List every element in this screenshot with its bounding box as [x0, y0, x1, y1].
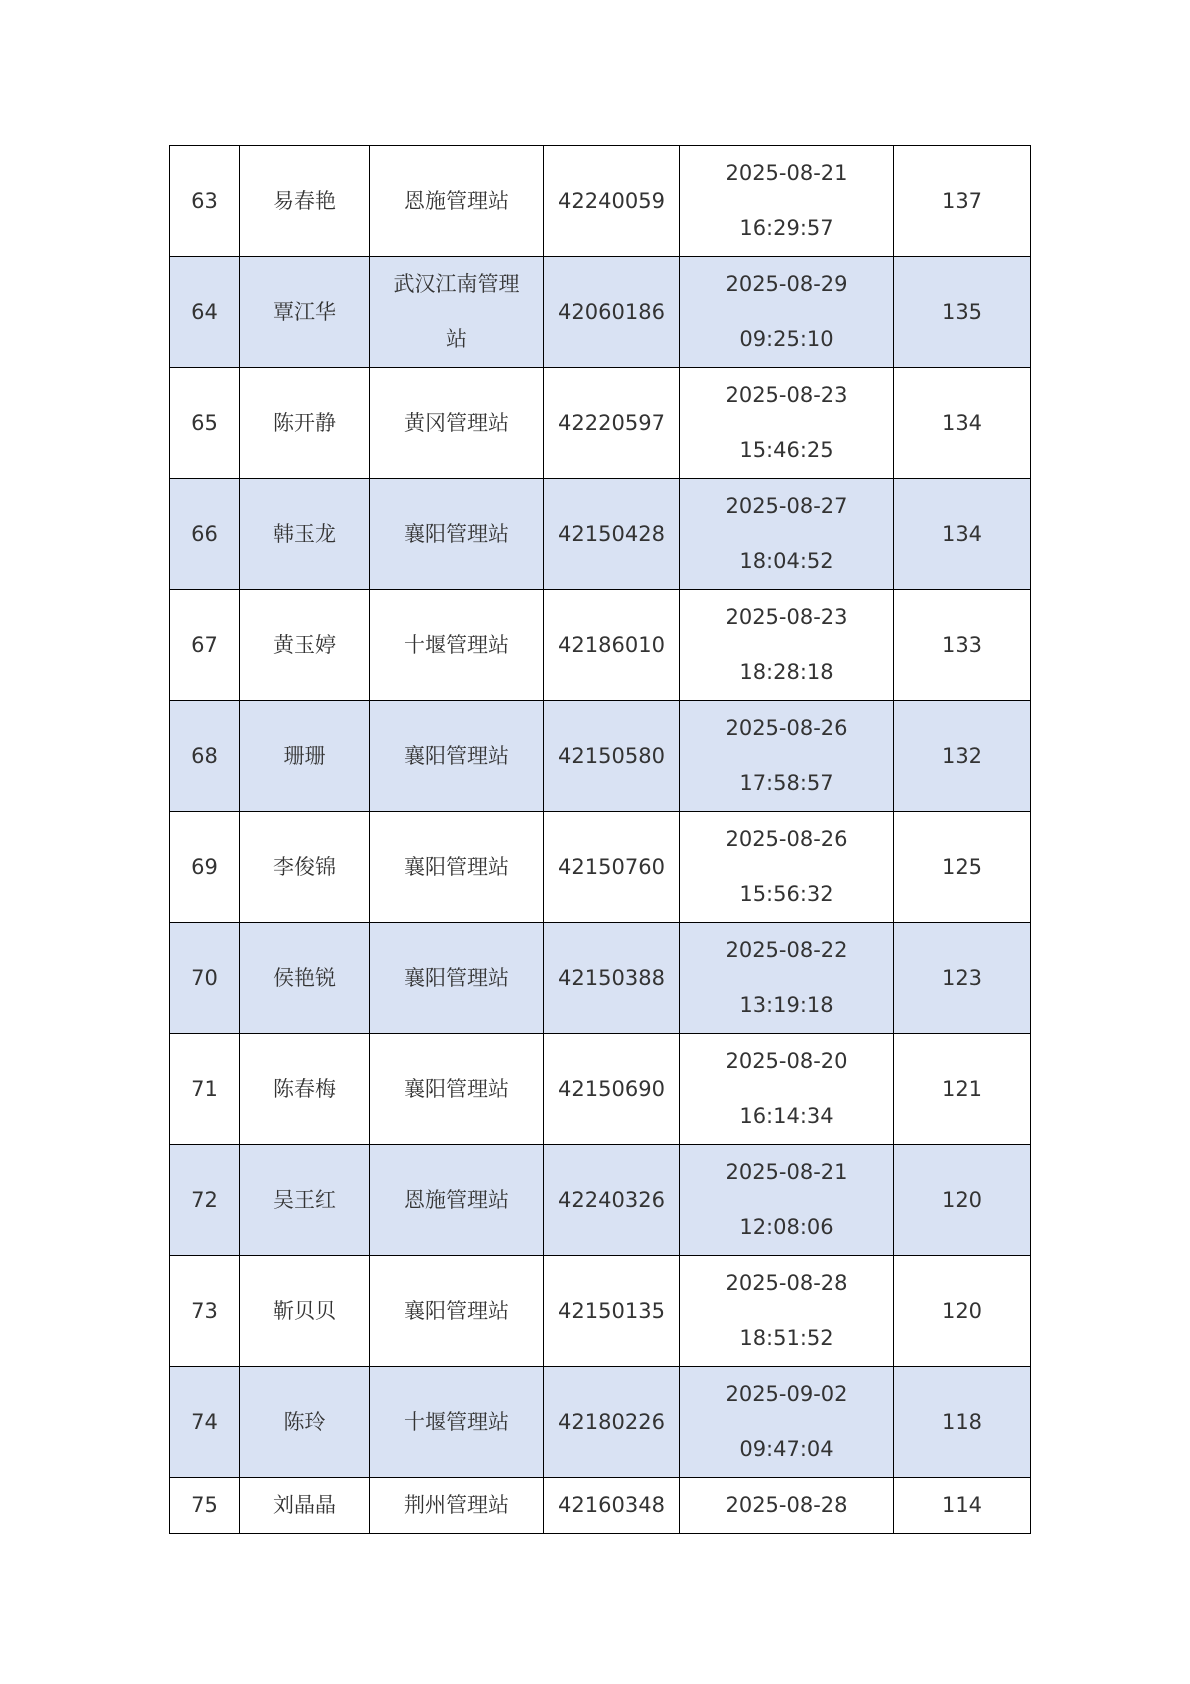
name-cell: [240, 1478, 370, 1534]
score-cell-text: 134: [941, 521, 983, 546]
name-cell: [240, 1367, 370, 1478]
id-cell-text: 42150135: [558, 1298, 665, 1323]
name-cell-text: 韩玉龙: [273, 521, 336, 546]
datetime-cell-text: 13:19:18: [739, 993, 834, 1017]
station-cell: [370, 590, 544, 701]
rank-cell-text: 69: [191, 854, 218, 879]
name-cell-text: 刘晶晶: [273, 1493, 336, 1517]
name-cell: [240, 479, 370, 590]
station-cell-text: 恩施管理站: [404, 1187, 509, 1212]
table-row: [170, 479, 1031, 590]
station-cell: [370, 479, 544, 590]
rank-cell: [170, 590, 240, 701]
table-row: [170, 1367, 1031, 1478]
name-cell-text: 陈春梅: [273, 1076, 336, 1101]
score-cell-text: 135: [941, 299, 983, 324]
datetime-cell-text: 18:04:52: [739, 549, 834, 573]
id-cell-text: 42150690: [558, 1076, 665, 1101]
id-cell-text: 42186010: [558, 632, 665, 657]
rank-cell: [170, 812, 240, 923]
datetime-cell-text: 2025-08-22: [725, 938, 848, 962]
datetime-cell-text: 2025-08-27: [725, 494, 848, 518]
datetime-cell: [680, 1145, 894, 1256]
datetime-cell-text: 17:58:57: [739, 771, 834, 795]
rank-cell-text: 72: [191, 1187, 218, 1212]
station-cell: [370, 812, 544, 923]
table-row: [170, 701, 1031, 812]
name-cell: [240, 812, 370, 923]
rank-cell: [170, 257, 240, 368]
name-cell: [240, 1256, 370, 1367]
score-cell: [894, 1478, 1031, 1534]
station-cell-text: 站: [446, 327, 467, 351]
id-cell: [544, 368, 680, 479]
id-cell: [544, 257, 680, 368]
id-cell: [544, 479, 680, 590]
score-cell-text: 125: [941, 854, 983, 879]
station-cell: [370, 701, 544, 812]
station-cell: [370, 923, 544, 1034]
station-cell-text: 襄阳管理站: [404, 1298, 509, 1323]
datetime-cell: [680, 1367, 894, 1478]
name-cell-text: 侯艳锐: [273, 965, 336, 990]
station-cell-text: 十堰管理站: [404, 1409, 509, 1434]
name-cell: [240, 701, 370, 812]
station-cell: [370, 368, 544, 479]
score-cell: [894, 1034, 1031, 1145]
name-cell: [240, 1145, 370, 1256]
datetime-cell-text: 18:28:18: [739, 660, 834, 684]
name-cell-text: 李俊锦: [273, 854, 336, 879]
rank-cell-text: 68: [191, 743, 218, 768]
table-row: [170, 257, 1031, 368]
datetime-cell: [680, 590, 894, 701]
station-cell: [370, 146, 544, 257]
rank-cell: [170, 479, 240, 590]
station-cell-text: 十堰管理站: [404, 632, 509, 657]
datetime-cell-text: 15:46:25: [739, 438, 834, 462]
station-cell-text: 襄阳管理站: [404, 1076, 509, 1101]
id-cell: [544, 1478, 680, 1534]
id-cell: [544, 923, 680, 1034]
rank-cell: [170, 1478, 240, 1534]
table-row: [170, 1478, 1031, 1534]
name-cell-text: 靳贝贝: [273, 1298, 336, 1323]
datetime-cell-text: 2025-08-21: [725, 1160, 848, 1184]
name-cell: [240, 257, 370, 368]
station-cell: [370, 1478, 544, 1534]
score-cell: [894, 368, 1031, 479]
station-cell-text: 恩施管理站: [404, 188, 509, 213]
id-cell-text: 42220597: [558, 410, 665, 435]
rank-cell-text: 63: [191, 188, 218, 213]
datetime-cell-text: 16:29:57: [739, 216, 834, 240]
datetime-cell-text: 2025-08-29: [725, 272, 848, 296]
datetime-cell: [680, 923, 894, 1034]
id-cell-text: 42180226: [558, 1409, 665, 1434]
datetime-cell: [680, 479, 894, 590]
name-cell-text: 黄玉婷: [273, 632, 336, 657]
rank-cell-text: 75: [191, 1493, 218, 1517]
datetime-cell-text: 16:14:34: [739, 1104, 834, 1128]
score-cell-text: 114: [941, 1493, 983, 1517]
name-cell-text: 易春艳: [273, 188, 336, 213]
score-cell: [894, 590, 1031, 701]
datetime-cell-text: 2025-09-02: [725, 1382, 848, 1406]
datetime-cell-text: 2025-08-20: [725, 1049, 848, 1073]
score-cell: [894, 923, 1031, 1034]
station-cell-text: 襄阳管理站: [404, 521, 509, 546]
rank-cell: [170, 1256, 240, 1367]
rank-cell: [170, 368, 240, 479]
score-cell-text: 118: [941, 1409, 983, 1434]
score-cell: [894, 479, 1031, 590]
ranking-table: [169, 145, 1031, 1534]
station-cell-text: 黄冈管理站: [404, 410, 509, 435]
name-cell-text: 陈开静: [273, 410, 336, 435]
id-cell-text: 42150760: [558, 854, 665, 879]
rank-cell-text: 71: [191, 1076, 218, 1101]
id-cell-text: 42240326: [558, 1187, 665, 1212]
score-cell: [894, 1256, 1031, 1367]
station-cell-text: 荆州管理站: [404, 1493, 509, 1517]
score-cell: [894, 1367, 1031, 1478]
datetime-cell: [680, 812, 894, 923]
datetime-cell-text: 2025-08-28: [725, 1271, 848, 1295]
score-cell: [894, 701, 1031, 812]
name-cell: [240, 146, 370, 257]
rank-cell: [170, 923, 240, 1034]
rank-cell-text: 73: [191, 1298, 218, 1323]
rank-cell: [170, 701, 240, 812]
station-cell: [370, 1145, 544, 1256]
rank-cell-text: 74: [191, 1409, 218, 1434]
station-cell-text: 武汉江南管理: [393, 272, 520, 296]
score-cell-text: 120: [941, 1298, 983, 1323]
station-cell-text: 襄阳管理站: [404, 854, 509, 879]
name-cell: [240, 923, 370, 1034]
id-cell: [544, 1034, 680, 1145]
score-cell: [894, 257, 1031, 368]
datetime-cell-text: 09:47:04: [739, 1437, 834, 1461]
rank-cell-text: 65: [191, 410, 218, 435]
id-cell-text: 42150580: [558, 743, 665, 768]
table-row: [170, 1256, 1031, 1367]
id-cell: [544, 812, 680, 923]
score-cell: [894, 146, 1031, 257]
station-cell: [370, 1367, 544, 1478]
datetime-cell-text: 2025-08-26: [725, 827, 848, 851]
id-cell: [544, 1256, 680, 1367]
score-cell-text: 137: [941, 188, 983, 213]
station-cell: [370, 257, 544, 368]
id-cell-text: 42240059: [558, 188, 665, 213]
table-row: [170, 590, 1031, 701]
id-cell-text: 42060186: [558, 299, 665, 324]
score-cell-text: 123: [941, 965, 983, 990]
table-row: [170, 812, 1031, 923]
datetime-cell-text: 2025-08-26: [725, 716, 848, 740]
datetime-cell: [680, 701, 894, 812]
datetime-cell-text: 2025-08-21: [725, 161, 848, 185]
name-cell: [240, 368, 370, 479]
datetime-cell-text: 09:25:10: [739, 327, 834, 351]
name-cell-text: 覃江华: [273, 299, 336, 324]
name-cell: [240, 590, 370, 701]
rank-cell-text: 70: [191, 965, 218, 990]
id-cell-text: 42150388: [558, 965, 665, 990]
score-cell-text: 134: [941, 410, 983, 435]
score-cell-text: 120: [941, 1187, 983, 1212]
id-cell-text: 42150428: [558, 521, 665, 546]
datetime-cell-text: 15:56:32: [739, 882, 834, 906]
datetime-cell: [680, 1478, 894, 1534]
datetime-cell: [680, 1256, 894, 1367]
id-cell: [544, 590, 680, 701]
table-row: [170, 1145, 1031, 1256]
datetime-cell-text: 12:08:06: [739, 1215, 834, 1239]
datetime-cell: [680, 257, 894, 368]
name-cell: [240, 1034, 370, 1145]
datetime-cell-text: 2025-08-28: [725, 1493, 848, 1517]
table-row: [170, 923, 1031, 1034]
id-cell: [544, 1367, 680, 1478]
rank-cell: [170, 1145, 240, 1256]
table-body: [170, 146, 1031, 1534]
station-cell-text: 襄阳管理站: [404, 965, 509, 990]
station-cell: [370, 1256, 544, 1367]
rank-cell-text: 66: [191, 521, 218, 546]
id-cell: [544, 146, 680, 257]
rank-cell-text: 67: [191, 632, 218, 657]
datetime-cell-text: 18:51:52: [739, 1326, 834, 1350]
table-row: [170, 146, 1031, 257]
station-cell-text: 襄阳管理站: [404, 743, 509, 768]
datetime-cell-text: 2025-08-23: [725, 605, 848, 629]
name-cell-text: 珊珊: [283, 743, 326, 768]
rank-cell: [170, 146, 240, 257]
id-cell: [544, 1145, 680, 1256]
table-row: [170, 368, 1031, 479]
score-cell: [894, 1145, 1031, 1256]
datetime-cell-text: 2025-08-23: [725, 383, 848, 407]
datetime-cell: [680, 368, 894, 479]
station-cell: [370, 1034, 544, 1145]
table-row: [170, 1034, 1031, 1145]
datetime-cell: [680, 146, 894, 257]
score-cell-text: 121: [941, 1076, 983, 1101]
score-cell-text: 133: [941, 632, 983, 657]
rank-cell: [170, 1367, 240, 1478]
rank-cell: [170, 1034, 240, 1145]
id-cell-text: 42160348: [558, 1493, 665, 1517]
rank-cell-text: 64: [191, 299, 218, 324]
score-cell: [894, 812, 1031, 923]
name-cell-text: 吴王红: [273, 1187, 336, 1212]
id-cell: [544, 701, 680, 812]
score-cell-text: 132: [941, 743, 983, 768]
name-cell-text: 陈玲: [283, 1409, 326, 1434]
datetime-cell: [680, 1034, 894, 1145]
